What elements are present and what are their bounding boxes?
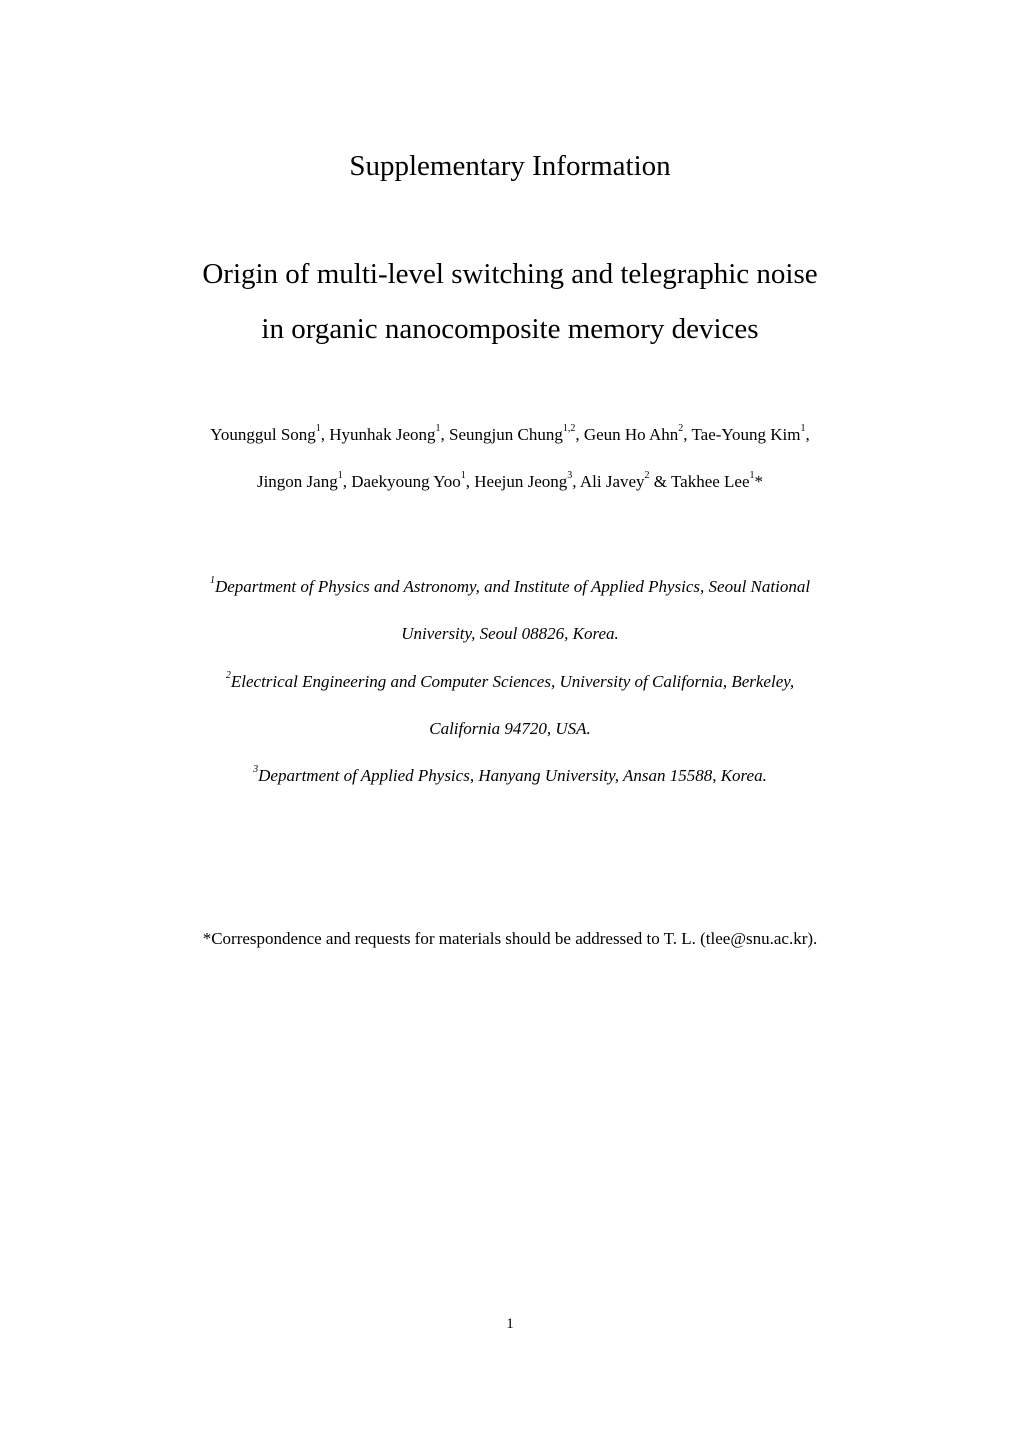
- author-name: Tae-Young Kim: [691, 425, 801, 444]
- correspondence-note: *Correspondence and requests for materials should be addressed to T. L. (tlee@snu.ac.kr).: [202, 929, 818, 948]
- author-sep: ,: [320, 425, 330, 444]
- author-affil-sup: 2: [678, 423, 684, 435]
- author-name: Ali Javey: [579, 472, 645, 491]
- author-affil-sup: 2: [644, 470, 650, 482]
- author-name: Younggul Song: [210, 425, 316, 444]
- author-sep: ,: [342, 472, 352, 491]
- title-line-2: in organic nanocomposite memory devices: [261, 313, 759, 345]
- affiliation-text: Department of Applied Physics, Hanyang University, Ansan 15588, Korea.: [258, 766, 767, 785]
- doc-type-heading: Supplementary Information: [349, 150, 671, 182]
- author-affil-sup: 1: [315, 423, 321, 435]
- author-sep: ,: [572, 472, 580, 491]
- affiliation-1-line-1: [0, 575, 1020, 599]
- author-affil-sup: 3: [567, 470, 573, 482]
- author-name: Geun Ho Ahn: [583, 425, 679, 444]
- author-affil-sup: 1: [337, 470, 343, 482]
- author-sep: &: [649, 472, 671, 491]
- author-sep: ,: [440, 425, 450, 444]
- affiliation-sup: 1: [209, 575, 215, 587]
- authors-line-1: [0, 423, 1020, 447]
- author-name: Jingon Jang: [256, 472, 338, 491]
- author-name: Daekyoung Yoo: [351, 472, 461, 491]
- authors-line-2: [0, 470, 1020, 494]
- author-sep: ,: [805, 425, 810, 444]
- author-sep: ,: [465, 472, 475, 491]
- author-affil-sup: 1: [435, 423, 441, 435]
- affiliation-3-line-1: [0, 764, 1020, 788]
- title-line-1: Origin of multi-level switching and telegraphic noise: [202, 258, 818, 290]
- affiliation-1-line-2: University, Seoul 08826, Korea.: [401, 624, 619, 643]
- affiliation-text: Department of Physics and Astronomy, and Institute of Applied Physics, Seoul National: [214, 577, 811, 596]
- author-affil-sup: 1: [460, 470, 466, 482]
- author-sep: *: [754, 472, 764, 491]
- page-number: 1: [506, 1316, 514, 1332]
- author-name: Hyunhak Jeong: [329, 425, 436, 444]
- author-sep: ,: [683, 425, 692, 444]
- author-affil-sup: 1: [749, 470, 755, 482]
- author-name: Seungjun Chung: [449, 425, 563, 444]
- affiliation-sup: 3: [253, 764, 259, 776]
- author-affil-sup: 1,2: [562, 423, 576, 435]
- author-name: Heejun Jeong: [474, 472, 568, 491]
- author-affil-sup: 1: [800, 423, 806, 435]
- affiliation-2-line-1: [0, 670, 1020, 694]
- author-name: Takhee Lee: [670, 472, 750, 491]
- affiliation-sup: 2: [225, 670, 231, 682]
- affiliation-2-line-2: California 94720, USA.: [429, 719, 591, 738]
- affiliation-text: Electrical Engineering and Computer Sciences, University of California, Berkeley,: [230, 672, 795, 691]
- author-sep: ,: [575, 425, 584, 444]
